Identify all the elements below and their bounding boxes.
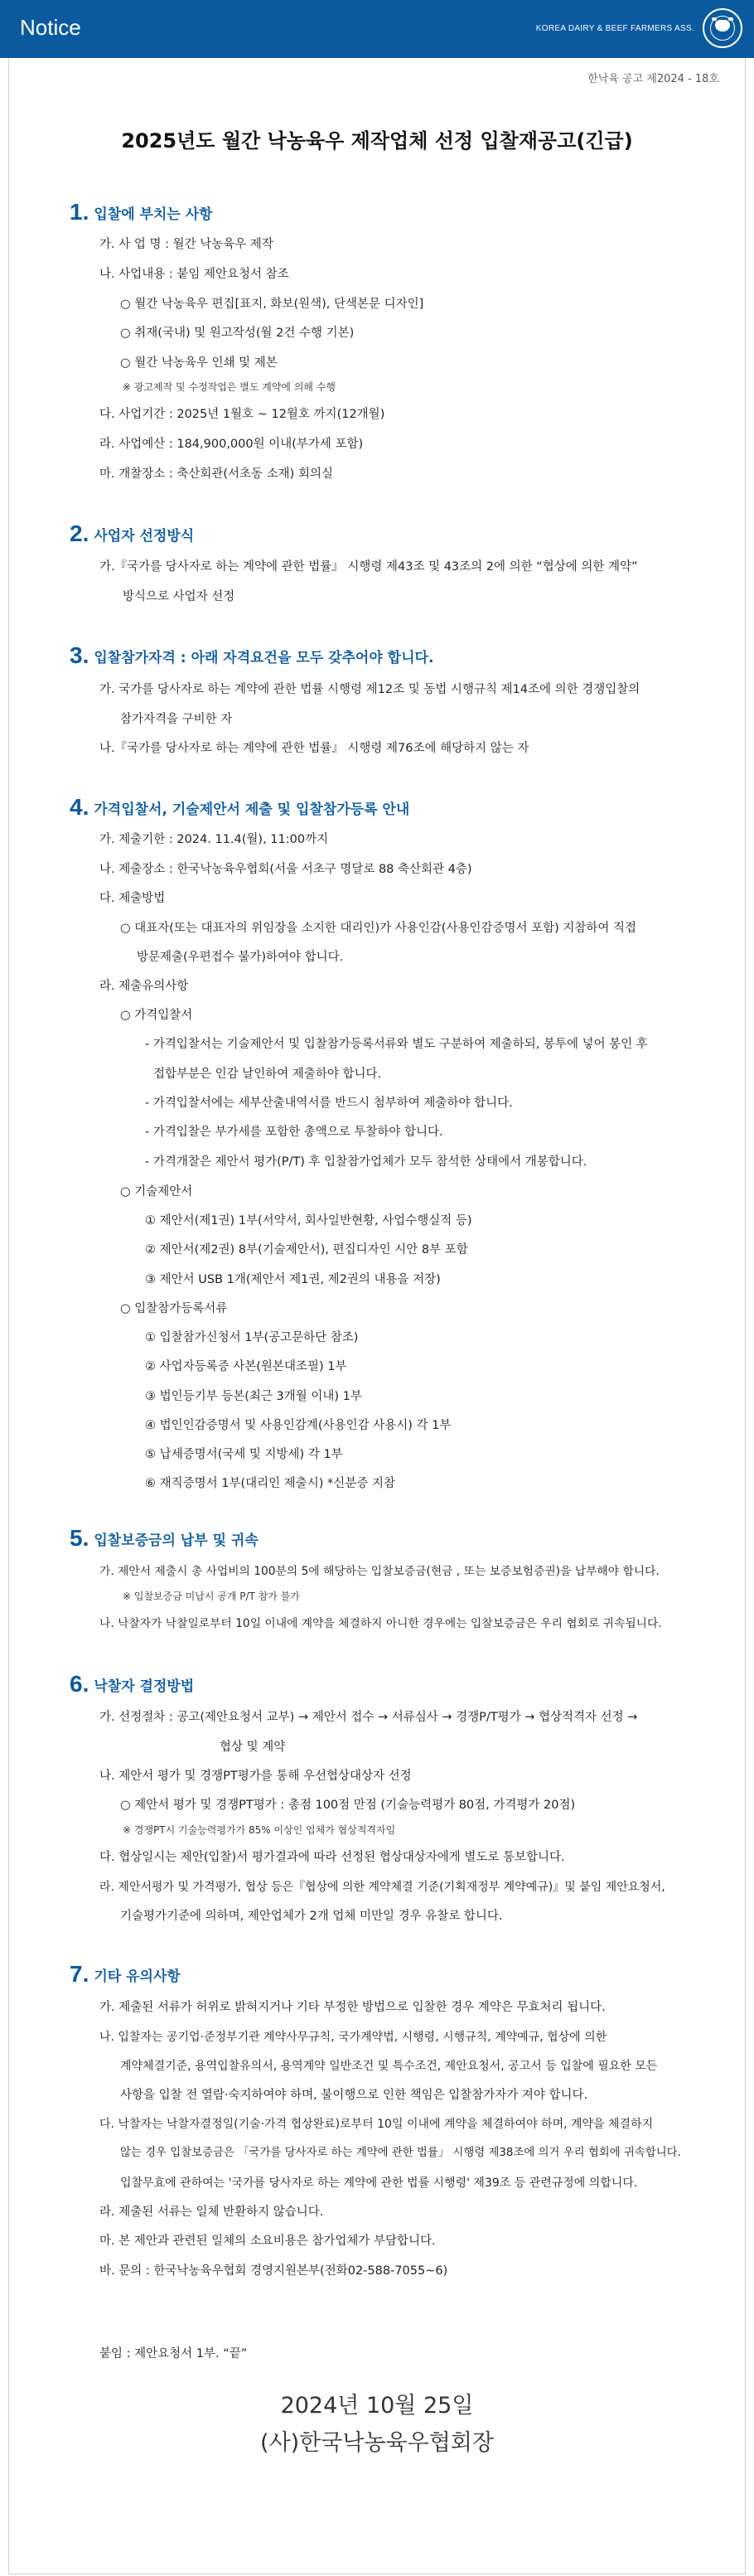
signer-name: (사)한국낙농육우협회장 [260,2430,494,2456]
section-title: 사업자 선정방식 [94,527,195,545]
text-line: 마. 본 제안과 관련된 일체의 소요비용은 참가업체가 부담합니다. [99,2235,436,2248]
text-line: 기술평가기준에 의하며, 제안업체가 2개 업체 미만일 경우 유찰로 합니다. [120,1910,503,1923]
text-line: 다. 낙찰자는 낙찰자결정일(기술·가격 협상완료)로부터 10일 이내에 계약을 체결하여야 하며, 계약을 체결하지 [99,2118,654,2131]
section-7-heading [70,1961,181,1994]
text-line: ○ 제안서 평가 및 경쟁PT평가 : 총점 100점 만점 (기술능력평가 80점, 가격평가 20점) [120,1799,576,1812]
note-line: ※ 경쟁PT시 기술능력평가가 85% 이상인 업체가 협상적격자임 [123,1824,396,1836]
section-number: 5. [70,1525,89,1551]
text-line: ② 제안서(제2권) 8부(기술제안서), 편집디자인 시안 8부 포함 [145,1243,468,1257]
section-4-heading [70,794,409,827]
text-line: ④ 법인인감증명서 및 사용인감계(사용인감 사용시) 각 1부 [145,1419,452,1432]
section-number: 1. [70,199,89,225]
text-line: 라. 사업예산 : 184,900,000원 이내(부가세 포함) [99,438,364,451]
text-line: - 가격입찰서에는 세부산출내역서를 반드시 첨부하여 제출하야 합니다. [145,1097,513,1110]
issue-date: 2024년 10월 25일 [280,2393,474,2419]
section-title: 입찰참가자격 : 아래 자격요건을 모두 갖추어야 합니다. [94,649,434,666]
text-line: 가. 제출기한 : 2024. 11.4(월), 11:00까지 [99,833,329,846]
text-line: 라. 제출유의사항 [99,980,189,993]
text-line: ○ 월간 낙농육우 인쇄 및 제본 [120,356,278,370]
text-line: 협상 및 계약 [220,1741,286,1754]
text-line: - 가격입찰은 부가세를 포함한 총액으로 투찰하야 합니다. [145,1126,443,1139]
text-line: 가. 선정절차 : 공고(제안요청서 교부) → 제안서 접수 → 서류심사 → 경쟁P/T평가 → 협상적격자 선정 → [99,1711,638,1724]
section-3-heading [70,642,433,675]
section-title: 가격입찰서, 기술제안서 제출 및 입찰참가등록 안내 [94,801,410,818]
text-line: 방문제출(우편접수 불가)하여야 합니다. [137,951,344,964]
note-line: ※ 입찰보증금 미납시 공개 P/T 참가 불가 [123,1591,300,1602]
header-org-name: KOREA DAIRY & BEEF FARMERS ASS. [535,24,694,33]
text-line: 않는 경우 입찰보증금은 「국가를 당사자로 하는 계약에 관한 법률」 시행령 제38조에 의거 우리 협회에 귀속합니다. [120,2147,681,2159]
text-line: 입찰무효에 관하여는 '국가를 당사자로 하는 계약에 관한 법률 시행령' 제39조 등 관련규정에 의합니다. [120,2177,638,2190]
text-line: 가. 제안서 제출시 총 사업비의 100분의 5에 해당하는 입찰보증금(현금 , 또는 보증보험증권)을 납부해야 합니다. [99,1565,660,1578]
section-number: 7. [70,1961,89,1987]
section-6-heading [70,1671,194,1704]
text-line: ① 입찰참가신청서 1부(공고문하단 참조) [145,1331,359,1344]
section-title: 입찰보증금의 납부 및 귀속 [94,1532,259,1549]
text-line: 참가자격을 구비한 자 [120,713,233,726]
text-line: 접합부분은 인감 날인하여 제출하야 합니다. [153,1068,382,1081]
section-5-heading [70,1525,259,1558]
text-line: - 가격개찰은 제안서 평가(P/T) 후 입찰참가업체가 모두 참석한 상태에서 개봉합니다. [145,1155,587,1169]
section-number: 2. [70,521,89,546]
text-line: 계약체결기준, 용역입찰유의서, 용역계약 일반조건 및 특수조건, 제안요청서, 공고서 등 입찰에 필요한 모든 [120,2060,658,2073]
text-line: ③ 법인등기부 등본(최근 3개월 이내) 1부 [145,1390,362,1403]
text-line: 가. 사 업 명 : 월간 낙농육우 제작 [99,238,273,251]
text-line: ○ 월간 낙농육우 편집[표지, 화보(원색), 단색본문 디자인] [120,298,424,311]
text-line: ⑥ 재직증명서 1부(대리인 제출시) *신분증 지참 [145,1477,395,1490]
text-line: 바. 문의 : 한국낙농육우협회 경영지원본부(전화02-588-7055~6) [99,2264,448,2278]
text-line: - 가격입찰서는 기술제안서 및 입찰참가등록서류와 별도 구분하여 제출하되, 봉투에 넣어 봉인 후 [145,1038,648,1051]
section-1-heading [70,199,213,232]
association-logo-icon [703,8,742,48]
section-number: 6. [70,1671,89,1697]
text-line: ○ 입찰참가등록서류 [120,1302,228,1315]
text-line: 나. 제안서 평가 및 경쟁PT평가를 통해 우선협상대상자 선정 [99,1770,412,1783]
text-line: ○ 기술제안서 [120,1185,193,1198]
section-title: 낙찰자 결정방법 [94,1678,195,1695]
text-line: 다. 사업기간 : 2025년 1월호 ~ 12월호 까지(12개월) [99,408,385,421]
notice-header [0,0,754,58]
note-line: ※ 광고제작 및 수정작업은 별도 계약에 의해 수행 [123,381,336,393]
text-line: 사항을 입찰 전 열람·숙지하여야 하며, 불이행으로 인한 책임은 입찰참가자가 져야 합니다. [120,2089,588,2102]
text-line: 나. 낙찰자가 낙찰일로부터 10일 이내에 계약을 체결하지 아니한 경우에는 입찰보증금은 우리 협회로 귀속됩니다. [99,1617,662,1630]
text-line: 라. 제출된 서류는 일체 반환하지 않습니다. [99,2206,324,2219]
text-line: 나. 사업내용 : 붙임 제안요청서 참조 [99,268,289,281]
text-line: 마. 개찰장소 : 축산회관(서초동 소재) 회의실 [99,467,333,481]
text-line: 가. 제출된 서류가 허위로 밝혀지거나 기타 부정한 방법으로 입찰한 경우 계약은 무효처리 됩니다. [99,2001,606,2014]
text-line: ③ 제안서 USB 1개(제안서 제1권, 제2권의 내용을 저장) [145,1273,441,1286]
text-line: 다. 제출방법 [99,892,166,905]
section-title: 기타 유의사항 [94,1968,181,1985]
document-title: 2025년도 월간 낙농육우 제작업체 선정 입찰재공고(긴급) [121,129,633,153]
text-line: ⑤ 납세증명서(국세 및 지방세) 각 1부 [145,1448,343,1461]
section-number: 3. [70,642,89,668]
text-line: ② 사업자등록증 사본(원본대조필) 1부 [145,1360,347,1373]
header-title: Notice [20,15,81,40]
text-line: ○ 대표자(또는 대표자의 위임장을 소지한 대리인)가 사용인감(사용인감증명서 포함) 지참하여 직접 [120,922,637,935]
text-line: 가.『국가를 당사자로 하는 계약에 관한 법률』 시행령 제43조 및 43조의 2에 의한 “협상에 의한 계약” [99,560,638,574]
text-line: ○ 가격입찰서 [120,1009,193,1022]
text-line: 가. 국가를 당사자로 하는 계약에 관한 법률 시행령 제12조 및 동법 시행규칙 제14조에 의한 경쟁입찰의 [99,683,640,696]
section-title: 입찰에 부치는 사항 [94,206,213,223]
text-line: 방식으로 사업자 선정 [123,590,235,603]
attachment-note: 붙임 : 제안요청서 1부. “끝” [99,2347,248,2361]
section-2-heading [70,521,194,554]
text-line: 나. 입찰자는 공기업·준정부기관 계약사무규칙, 국가계약법, 시행령, 시행규칙, 계약예규, 협상에 의한 [99,2031,607,2044]
section-number: 4. [70,794,89,820]
text-line: ○ 취재(국내) 및 원고작성(월 2건 수행 기본) [120,327,355,340]
text-line: ① 제안서(제1권) 1부(서약서, 회사일반현황, 사업수행실적 등) [145,1214,472,1227]
text-line: 라. 제안서평가 및 가격평가, 협상 등은『협상에 의한 계약체결 기준(기획재정부 계약예규)』및 붙임 제안요청서, [99,1881,665,1894]
text-line: 다. 협상일시는 제안(입찰)서 평가결과에 따라 선정된 협상대상자에게 별도로 통보합니다. [99,1851,565,1864]
text-line: 나.『국가를 당사자로 하는 계약에 관한 법률』 시행령 제76조에 해당하지 않는 자 [99,742,529,755]
document-number: 한낙육 공고 제2024 - 18호 [587,73,719,85]
text-line: 나. 제출장소 : 한국낙농육우협회(서울 서초구 명달로 88 축산회관 4층) [99,863,472,876]
